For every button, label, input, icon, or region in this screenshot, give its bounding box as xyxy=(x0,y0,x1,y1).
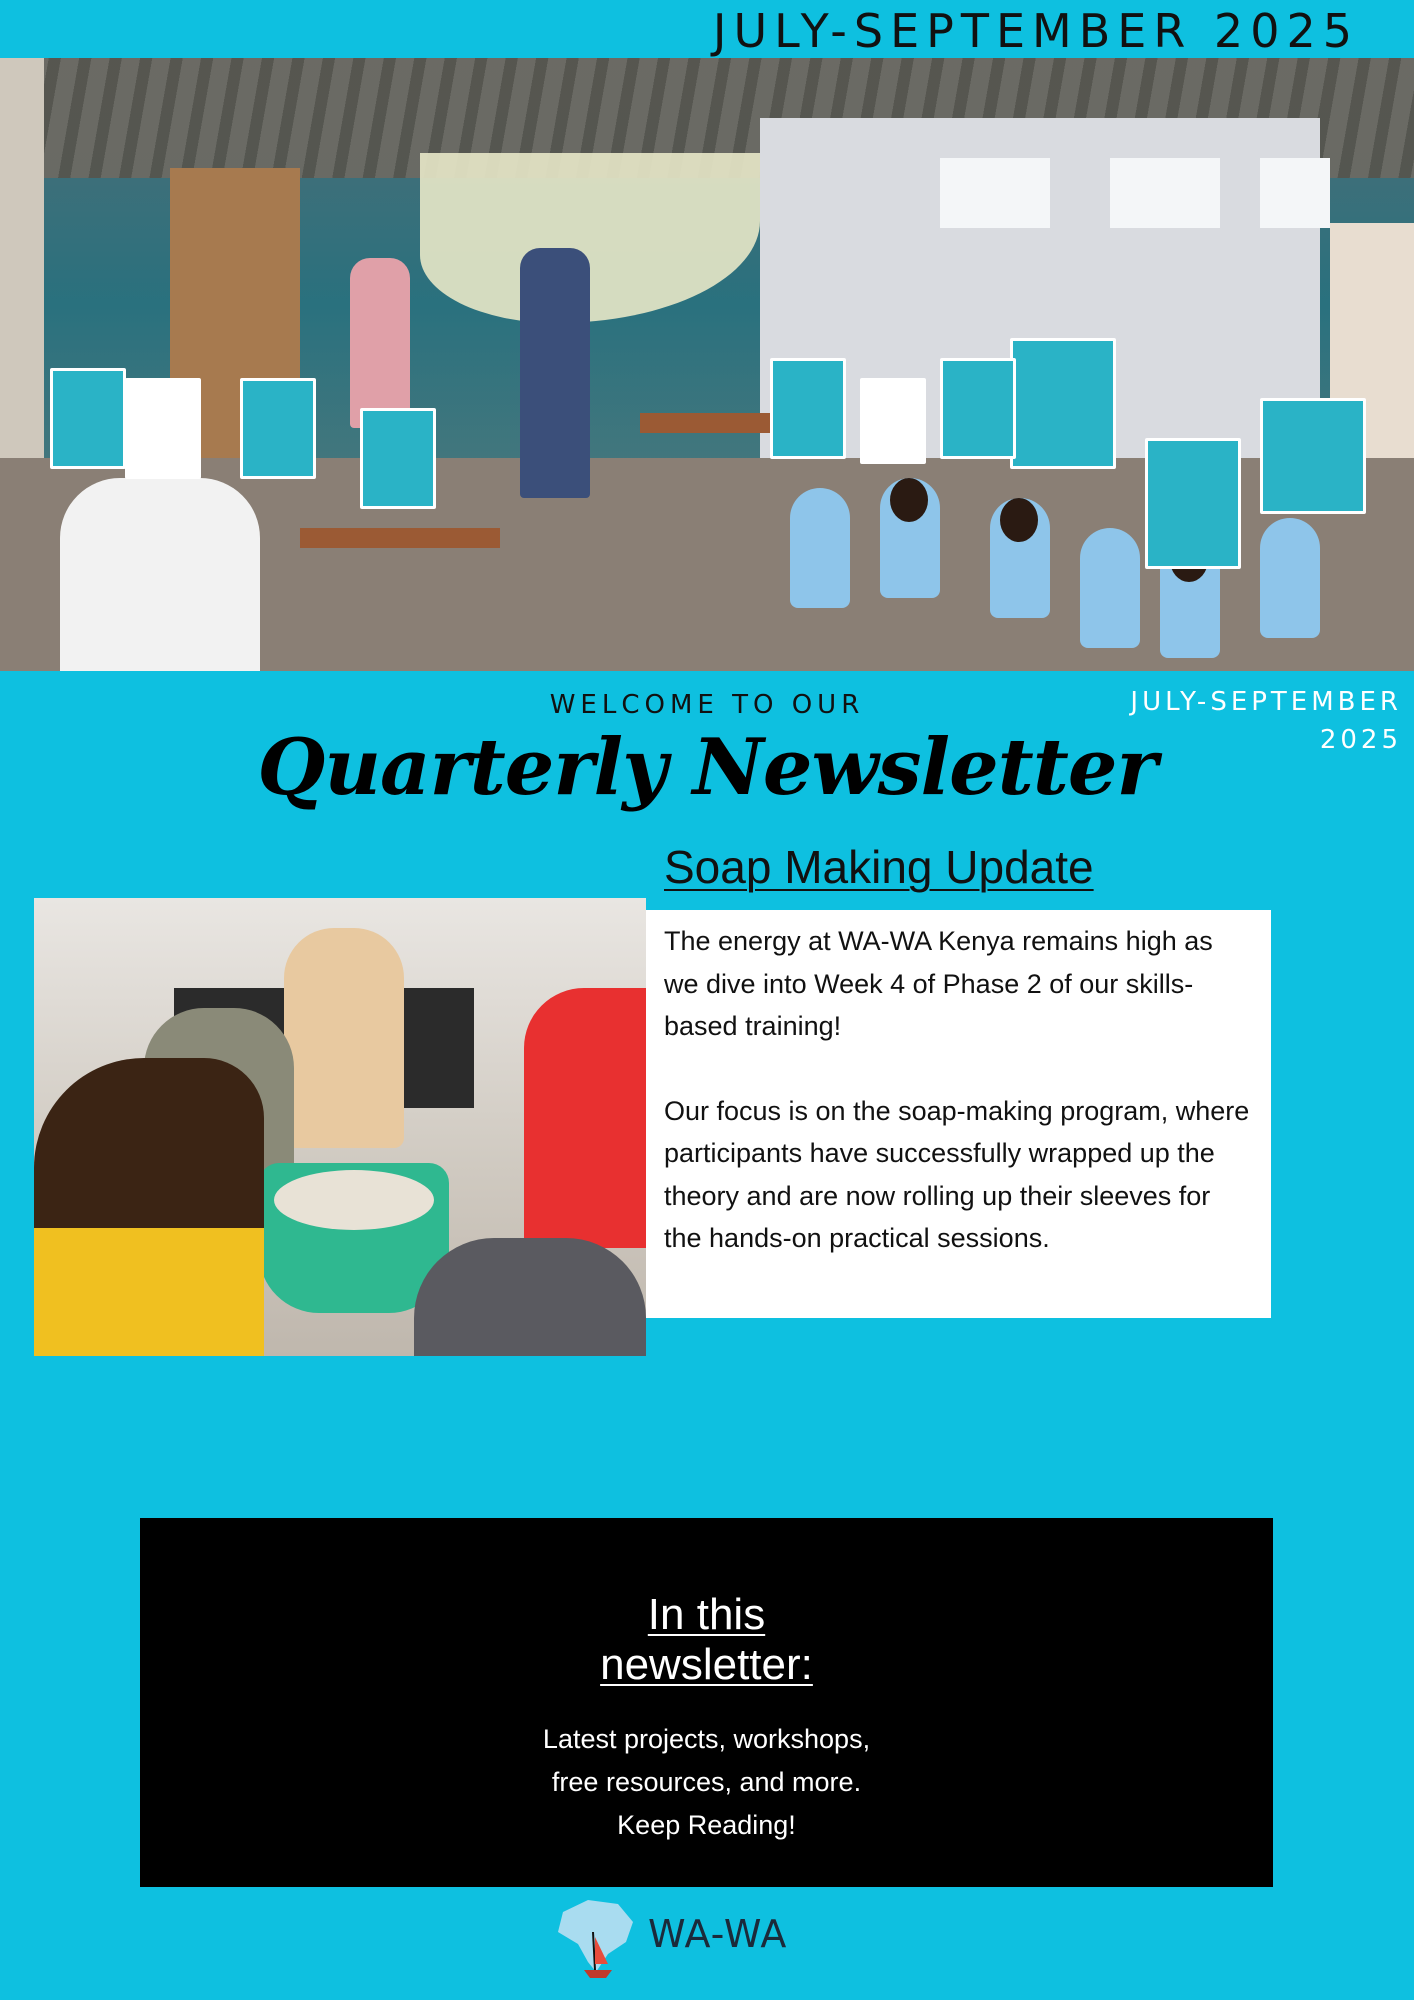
contents-line-3: Keep Reading! xyxy=(617,1810,796,1840)
contents-box xyxy=(140,1518,1273,1887)
logo-text: WA-WA xyxy=(648,1912,788,1956)
wawa-logo xyxy=(548,1892,788,1984)
africa-boat-icon xyxy=(548,1892,648,1984)
article-text-box xyxy=(646,910,1271,1318)
contents-line-1: Latest projects, workshops, xyxy=(542,1724,871,1754)
side-date-line2: 2025 xyxy=(1319,725,1402,755)
hero-photo-classroom xyxy=(0,58,1414,671)
soap-making-photo xyxy=(34,898,646,1356)
newsletter-title: Quarterly Newsletter xyxy=(257,722,1157,813)
contents-heading-line2: newsletter: xyxy=(600,1640,813,1689)
article-paragraph-2: Our focus is on the soap-making program, where participants have successfully wrapped up the theory and are now rolling up their sleeves for the hands-on practical sessions. xyxy=(664,1095,1250,1253)
side-date-line1: JULY-SEPTEMBER xyxy=(1130,687,1402,717)
header-date: JULY-SEPTEMBER 2025 xyxy=(712,4,1359,58)
contents-heading xyxy=(140,1590,1273,1690)
contents-heading-line1: In this xyxy=(647,1590,766,1639)
article-paragraph-1: The energy at WA-WA Kenya remains high as we dive into Week 4 of Phase 2 of our skills-based training! xyxy=(664,926,1213,1041)
contents-body xyxy=(140,1718,1273,1847)
contents-line-2: free resources, and more. xyxy=(551,1767,862,1797)
article-heading: Soap Making Update xyxy=(664,841,1094,893)
welcome-label: WELCOME TO OUR xyxy=(549,690,865,720)
